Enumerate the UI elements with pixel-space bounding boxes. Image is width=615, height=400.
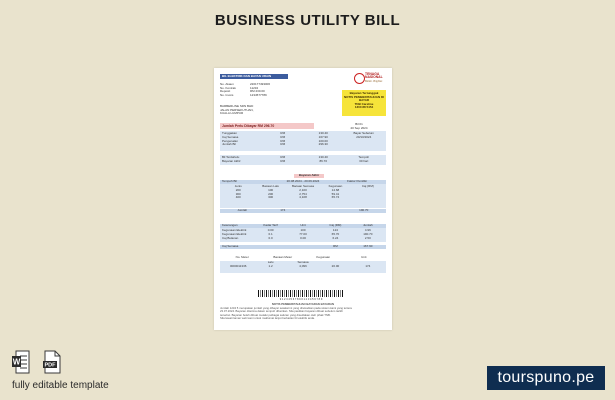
meter-row: 0000011336 1.2 4,096 20.00 174 [229, 263, 371, 268]
charges-total: Caj Semasa RM 167.90 [222, 244, 373, 248]
customer-address [220, 105, 265, 116]
info-key: No. Invois [220, 92, 234, 97]
charges-row: Caj Bulanan 0.0 0.00 6.24 2.50 [222, 235, 371, 240]
info-key: No. Akaun [220, 82, 234, 86]
company-tagline: Better. Brighter. [365, 80, 383, 83]
notice-line: BAYAR [358, 98, 370, 103]
payment-notice-box [342, 90, 386, 116]
charges-header: Keterangan Kadar Tarif Unit Caj (RM) Jumlah [222, 223, 373, 227]
utility-bill-document [214, 68, 392, 330]
template-caption: fully editable template [12, 380, 109, 391]
bill-header-bar: BIL ELEKTRIK DAN BAYAN URAIN [220, 74, 288, 79]
footer-title: NOTIS PEMBERITAHUAN BAYARAN BAYARAN [271, 302, 335, 306]
svg-text:W: W [12, 357, 21, 367]
footer-line: Jumlah 1234 5 merupakan jumlah yang dibayar setakat ini yang direkodkan pada sistem kami yang tertera [220, 305, 352, 310]
footer-line: Sila lawati laman web kami untuk maklumat lanjut berkaitan bil elektrik anda. [220, 316, 315, 321]
info-key: No. Kontrak [220, 85, 236, 90]
svg-text:PDF: PDF [44, 362, 56, 369]
info-value: 1234577789 [250, 92, 267, 97]
address-line: KUALA LUMPUR [220, 111, 244, 116]
bill-ref-line: Bil 01 [355, 122, 363, 126]
meter-table: Lalu Semasa 0000011336 1.2 4,096 20.00 174 [222, 261, 384, 269]
info-value: RM 230.00 [250, 89, 265, 94]
summary-row: Caj Semasa RM 167.90 20/10/2024 [222, 134, 372, 139]
barcode-number: 9 1 2 3 4 5 6 7 8 9 0 1 2 3 4 5 6 7 8 9 [279, 298, 323, 301]
reading-row: 300 200 2,754 59.41 [235, 191, 340, 196]
info-key: Deposit [220, 89, 231, 94]
brand-badge[interactable]: tourspuno.pe [487, 366, 605, 390]
summary-row: Bil Terdahulu RM 130.40 Tempoh [222, 155, 370, 159]
page-title: BUSINESS UTILITY BILL [214, 12, 401, 29]
info-value: 11232 [250, 85, 259, 90]
charges-row: Kegunaan Elektrik 0.00 100 124 4.96 [222, 228, 371, 232]
summary-row: Pengenalan RM 100.00 [222, 138, 328, 143]
pdf-file-icon [43, 350, 61, 374]
payment-barcode [258, 290, 344, 297]
reading-header: Tempoh Bil 20.08.2024 - 20.09.2024 Faktor Pemiliki [222, 179, 367, 183]
amount-due-bar: Jumlah Perlu Dibayar RM 296.70 [220, 123, 314, 129]
company-logo-name: TENAGA NASIONAL [365, 72, 383, 80]
reading-row: 200 100 2,100 14.68 [235, 187, 340, 192]
info-value: 220177493006 [250, 82, 271, 86]
address-line: BARBERLINE SDN BHD [220, 104, 254, 108]
footer-line: 23.07.2024. Bayaran diterima dalam tempoh diberikan. Sila pastikan bayaran dibuat sebelum tarikh [220, 309, 343, 314]
bill-reference [334, 123, 384, 130]
summary-row: Jumlah Bil RM 296.30 [222, 142, 328, 147]
reading-table [222, 185, 384, 200]
final-payment-label: Bayaran Akhir [294, 174, 324, 178]
summary-row: Tunggakan RM 130.40 Bayar Sebelum [222, 131, 374, 135]
address-line: JALAN PERSEKUTUAN, [220, 107, 254, 112]
reading-total: Jumlah 174 190.70 [237, 208, 369, 212]
reading-head-row: Jenis Bacaan Lalu Bacaan Semasa Kegunaan Caj (RM) [234, 184, 374, 188]
bill-footer-notes [220, 303, 386, 321]
bill-ref-line: 20 Sep 2024 [350, 125, 368, 130]
charges-table [222, 229, 384, 240]
account-info [220, 83, 300, 97]
previous-bill-table [222, 156, 384, 164]
reading-row: 400 300 4,108 65.74 [235, 195, 340, 200]
word-file-icon [12, 350, 30, 374]
meter-header: No. Meter Bacaan Meter Kegunaan Unit [235, 255, 367, 259]
footer-line: tersebut. Bayaran boleh dibuat melalui pelbagai saluran yang disediakan oleh pihak TNB. [220, 312, 331, 317]
notice-line: 1300 88 5454 [354, 105, 374, 110]
charges-row: Kegunaan Elektrik 0.1 77.00 65.70 190.70 [222, 231, 373, 236]
notice-line: NOTIS PEMBERITAHUAN DI [344, 94, 384, 99]
summary-row: Bayaran Akhir RM 86.70 30 hari [222, 158, 369, 163]
company-logo-icon [354, 73, 365, 84]
summary-table [222, 132, 384, 147]
notice-line: TNB Careline [354, 101, 374, 106]
notice-line: Bayaran Tertunggak [349, 91, 379, 95]
